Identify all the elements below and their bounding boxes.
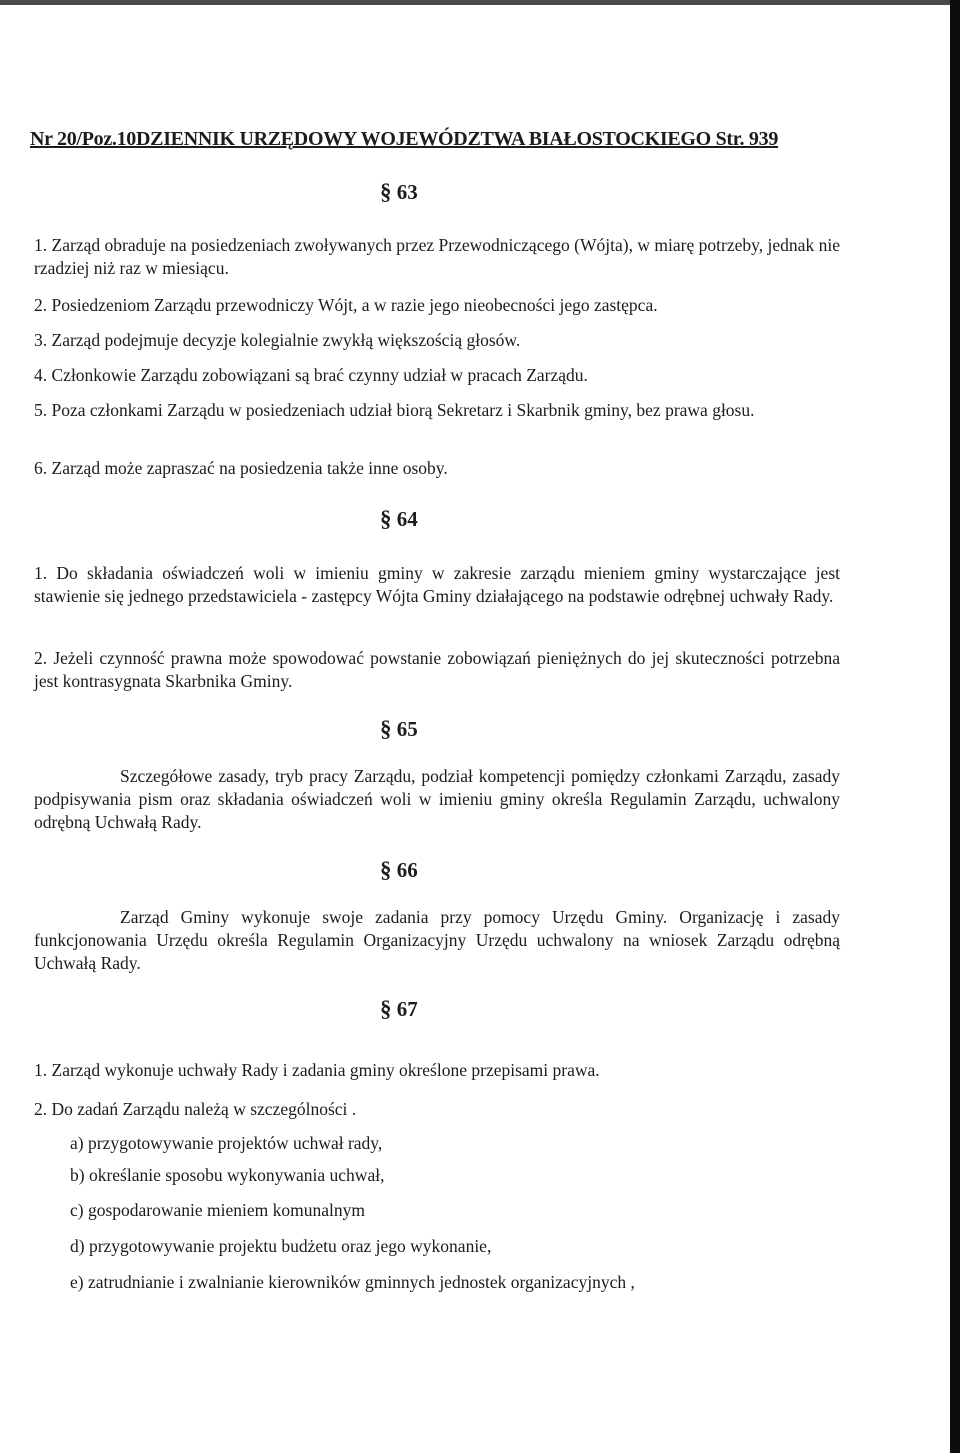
s63-paragraph-1: 1. Zarząd obraduje na posiedzeniach zwoływanych przez Przewodniczącego (Wójta), w miarę potrzeby, jednak nie rzadziej niż raz w miesiącu.: [34, 235, 840, 278]
page-header: Nr 20/Poz.10DZIENNIK URZĘDOWY WOJEWÓDZTWA BIAŁOSTOCKIEGO Str. 939: [30, 128, 779, 150]
section-sign: §: [380, 996, 392, 1021]
s63-paragraph-6: 6. Zarząd może zapraszać na posiedzenia także inne osoby.: [34, 458, 448, 478]
section-heading-65: [380, 717, 500, 741]
s67-list-item-e: e) zatrudnianie i zwalnianie kierowników gminnych jednostek organizacyjnych ,: [70, 1272, 635, 1292]
section-sign: §: [380, 506, 392, 531]
s66-paragraph: Zarząd Gminy wykonuje swoje zadania przy pomocy Urzędu Gminy. Organizację i zasady funkcjonowania Urzędu określa Regulamin Organizacyjny Urzędu uchwalony na wniosek Zarządu odrębną Uchwałą Rady.: [34, 907, 840, 973]
section-heading-64: [380, 507, 500, 531]
section-sign: §: [380, 179, 392, 204]
s63-paragraph-5: 5. Poza członkami Zarządu w posiedzeniach udział biorą Sekretarz i Skarbnik gminy, bez prawa głosu.: [34, 400, 755, 420]
s67-list-item-c: c) gospodarowanie mieniem komunalnym: [70, 1200, 365, 1220]
scan-top-edge: [0, 0, 960, 5]
s67-list-item-b: b) określanie sposobu wykonywania uchwał,: [70, 1165, 385, 1185]
s63-paragraph-3: 3. Zarząd podejmuje decyzje kolegialnie zwykłą większością głosów.: [34, 330, 521, 350]
s64-paragraph-1: 1. Do składania oświadczeń woli w imieniu gminy w zakresie zarządu mieniem gminy wystarczające jest stawienie się jednego przedstawiciela - zastępcy Wójta Gminy działającego na podstawie odrębnej uchwały Rady.: [34, 563, 840, 606]
s65-paragraph: Szczegółowe zasady, tryb pracy Zarządu, podział kompetencji pomiędzy członkami Zarządu, zasady podpisywania pism oraz składania oświadczeń woli w imieniu gminy określa Regulamin Zarządu, uchwalony odrębną Uchwałą Rady.: [34, 766, 840, 832]
section-number: 63: [396, 180, 418, 204]
section-number: 65: [396, 717, 418, 741]
section-sign: §: [380, 716, 392, 741]
section-heading-67: [380, 997, 500, 1021]
s67-paragraph-1: 1. Zarząd wykonuje uchwały Rady i zadania gminy określone przepisami prawa.: [34, 1060, 600, 1080]
s63-paragraph-4: 4. Członkowie Zarządu zobowiązani są brać czynny udział w pracach Zarządu.: [34, 365, 588, 385]
section-sign: §: [380, 857, 392, 882]
s64-paragraph-2: 2. Jeżeli czynność prawna może spowodować powstanie zobowiązań pieniężnych do jej skuteczności potrzebna jest kontrasygnata Skarbnika Gminy.: [34, 648, 840, 691]
section-number: 67: [396, 997, 418, 1021]
section-heading-66: [380, 858, 500, 882]
scan-right-edge: [950, 0, 960, 1453]
s67-paragraph-2: 2. Do zadań Zarządu należą w szczególności .: [34, 1099, 357, 1119]
s63-paragraph-2: 2. Posiedzeniom Zarządu przewodniczy Wójt, a w razie jego nieobecności jego zastępca.: [34, 295, 658, 315]
s67-list-item-d: d) przygotowywanie projektu budżetu oraz jego wykonanie,: [70, 1236, 492, 1256]
section-number: 66: [396, 858, 418, 882]
s67-list-item-a: a) przygotowywanie projektów uchwał rady,: [70, 1133, 383, 1153]
section-number: 64: [396, 507, 418, 531]
section-heading-63: [380, 180, 500, 204]
